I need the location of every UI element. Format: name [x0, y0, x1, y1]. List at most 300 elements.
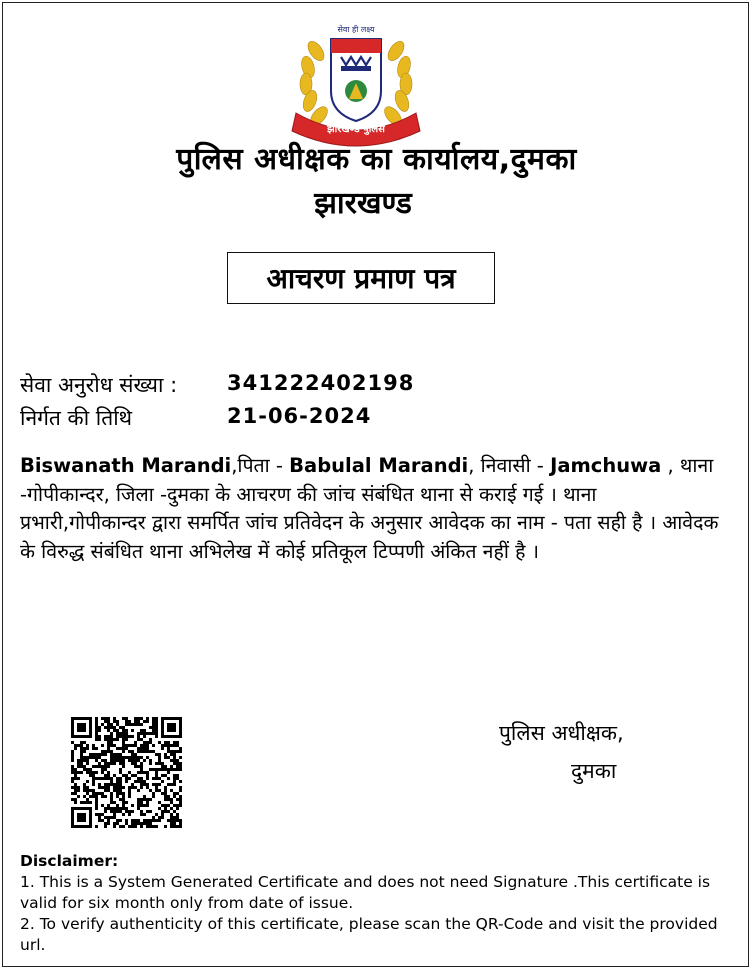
qr-module: [146, 756, 149, 759]
qr-module: [152, 750, 155, 753]
qr-module: [122, 792, 125, 795]
qr-module: [74, 789, 77, 792]
qr-module: [176, 819, 179, 822]
qr-module: [107, 750, 110, 753]
qr-module: [155, 753, 158, 756]
qr-module: [134, 780, 137, 783]
qr-module: [98, 762, 101, 765]
qr-module: [119, 783, 122, 786]
qr-module: [179, 825, 182, 828]
qr-module: [161, 816, 164, 819]
qr-module: [170, 822, 173, 825]
qr-module: [155, 783, 158, 786]
qr-module: [134, 759, 137, 762]
qr-module: [164, 768, 167, 771]
qr-module: [92, 792, 95, 795]
qr-module: [137, 798, 140, 801]
qr-module: [176, 804, 179, 807]
qr-module: [143, 819, 146, 822]
qr-module: [77, 744, 80, 747]
qr-module: [86, 798, 89, 801]
qr-module: [107, 723, 110, 726]
qr-module: [86, 756, 89, 759]
qr-module: [104, 735, 107, 738]
qr-module: [173, 756, 176, 759]
qr-module: [179, 804, 182, 807]
qr-module: [137, 732, 140, 735]
qr-module: [119, 732, 122, 735]
qr-module: [146, 744, 149, 747]
qr-module: [104, 789, 107, 792]
qr-module: [143, 741, 146, 744]
qr-module: [170, 807, 173, 810]
qr-module: [137, 819, 140, 822]
qr-module: [128, 723, 131, 726]
qr-module: [176, 777, 179, 780]
service-request-value: 341222402198: [227, 371, 415, 395]
qr-module: [152, 732, 155, 735]
qr-module: [107, 735, 110, 738]
qr-module: [170, 753, 173, 756]
qr-module: [122, 756, 125, 759]
qr-module: [98, 777, 101, 780]
qr-module: [149, 822, 152, 825]
qr-module: [95, 723, 98, 726]
qr-module: [137, 756, 140, 759]
qr-module: [164, 786, 167, 789]
qr-module: [179, 765, 182, 768]
qr-module: [149, 819, 152, 822]
qr-module: [119, 810, 122, 813]
qr-module: [104, 816, 107, 819]
qr-module: [164, 744, 167, 747]
qr-module: [107, 747, 110, 750]
qr-module: [134, 762, 137, 765]
qr-module: [80, 759, 83, 762]
qr-module: [158, 741, 161, 744]
qr-module: [80, 741, 83, 744]
qr-module: [83, 747, 86, 750]
qr-module: [170, 801, 173, 804]
qr-module: [170, 765, 173, 768]
qr-module: [71, 756, 74, 759]
qr-module: [140, 804, 143, 807]
qr-module: [83, 789, 86, 792]
qr-module: [104, 795, 107, 798]
qr-module: [134, 744, 137, 747]
qr-module: [131, 723, 134, 726]
qr-module: [137, 789, 140, 792]
qr-module: [119, 825, 122, 828]
qr-module: [104, 777, 107, 780]
qr-module: [146, 783, 149, 786]
qr-module: [176, 765, 179, 768]
qr-module: [98, 813, 101, 816]
qr-module: [134, 822, 137, 825]
qr-module: [164, 807, 167, 810]
qr-module: [86, 780, 89, 783]
qr-module: [95, 777, 98, 780]
qr-module: [101, 777, 104, 780]
qr-module: [80, 750, 83, 753]
qr-module: [176, 741, 179, 744]
qr-module: [107, 720, 110, 723]
qr-module: [152, 744, 155, 747]
qr-module: [83, 756, 86, 759]
qr-module: [83, 750, 86, 753]
qr-module: [92, 777, 95, 780]
qr-module: [161, 804, 164, 807]
qr-module: [113, 762, 116, 765]
qr-module: [161, 810, 164, 813]
qr-module: [98, 753, 101, 756]
qr-module: [110, 801, 113, 804]
qr-module: [107, 771, 110, 774]
qr-module: [125, 780, 128, 783]
qr-module: [158, 777, 161, 780]
qr-module: [131, 750, 134, 753]
qr-module: [143, 798, 146, 801]
qr-module: [131, 822, 134, 825]
qr-module: [92, 780, 95, 783]
qr-module: [140, 747, 143, 750]
qr-module: [110, 732, 113, 735]
qr-module: [152, 726, 155, 729]
qr-module: [155, 717, 158, 720]
qr-module: [125, 810, 128, 813]
qr-module: [113, 801, 116, 804]
qr-module: [86, 744, 89, 747]
qr-module: [89, 801, 92, 804]
qr-module: [137, 717, 140, 720]
qr-module: [122, 813, 125, 816]
qr-module: [131, 825, 134, 828]
qr-module: [161, 744, 164, 747]
qr-module: [116, 756, 119, 759]
father-prefix: ,पिता -: [231, 454, 290, 477]
qr-module: [161, 774, 164, 777]
qr-module: [80, 762, 83, 765]
qr-module: [71, 777, 74, 780]
qr-module: [74, 774, 77, 777]
service-request-label: सेवा अनुरोध संख्या :: [20, 373, 178, 397]
qr-module: [71, 771, 74, 774]
qr-module: [104, 774, 107, 777]
qr-module: [80, 801, 83, 804]
qr-module: [170, 744, 173, 747]
qr-module: [122, 732, 125, 735]
qr-module: [86, 759, 89, 762]
qr-module: [170, 759, 173, 762]
qr-module: [149, 825, 152, 828]
qr-module: [149, 810, 152, 813]
qr-module: [83, 765, 86, 768]
qr-module: [167, 777, 170, 780]
qr-module: [116, 759, 119, 762]
qr-module: [131, 753, 134, 756]
qr-module: [176, 750, 179, 753]
qr-module: [143, 747, 146, 750]
applicant-name: Biswanath Marandi: [20, 454, 232, 477]
qr-module: [179, 786, 182, 789]
qr-module: [137, 738, 140, 741]
qr-module: [149, 798, 152, 801]
qr-module: [152, 729, 155, 732]
qr-module: [167, 768, 170, 771]
qr-module: [125, 756, 128, 759]
qr-module: [128, 750, 131, 753]
qr-module: [116, 732, 119, 735]
qr-module: [140, 798, 143, 801]
qr-module: [128, 792, 131, 795]
qr-module: [137, 765, 140, 768]
qr-module: [140, 729, 143, 732]
qr-module: [104, 750, 107, 753]
qr-module: [122, 729, 125, 732]
qr-module: [134, 756, 137, 759]
qr-module: [71, 765, 74, 768]
qr-module: [176, 807, 179, 810]
qr-module: [92, 783, 95, 786]
qr-module: [95, 807, 98, 810]
qr-module: [107, 777, 110, 780]
qr-module: [95, 717, 98, 720]
qr-module: [140, 780, 143, 783]
qr-module: [146, 747, 149, 750]
qr-module: [125, 822, 128, 825]
qr-module: [95, 735, 98, 738]
qr-module: [125, 747, 128, 750]
qr-module: [134, 825, 137, 828]
qr-module: [131, 804, 134, 807]
qr-module: [122, 786, 125, 789]
qr-module: [131, 819, 134, 822]
qr-module: [176, 774, 179, 777]
qr-module: [119, 768, 122, 771]
qr-module: [137, 759, 140, 762]
certificate-title: [227, 252, 495, 304]
qr-module: [104, 720, 107, 723]
qr-module: [113, 786, 116, 789]
qr-module: [137, 750, 140, 753]
qr-module: [95, 765, 98, 768]
qr-module: [152, 816, 155, 819]
qr-module: [113, 756, 116, 759]
issue-date-value: 21-06-2024: [227, 404, 372, 428]
qr-module: [176, 762, 179, 765]
qr-module: [158, 789, 161, 792]
qr-module: [83, 786, 86, 789]
qr-module: [116, 747, 119, 750]
qr-module: [92, 774, 95, 777]
qr-module: [92, 789, 95, 792]
qr-module: [167, 744, 170, 747]
qr-module: [140, 801, 143, 804]
disclaimer-heading: Disclaimer:: [20, 852, 119, 870]
qr-module: [104, 717, 107, 720]
qr-module: [95, 729, 98, 732]
qr-module: [74, 783, 77, 786]
qr-module: [152, 723, 155, 726]
qr-module: [83, 795, 86, 798]
qr-module: [95, 771, 98, 774]
qr-module: [74, 786, 77, 789]
qr-module: [80, 765, 83, 768]
qr-module: [173, 777, 176, 780]
qr-module: [95, 732, 98, 735]
qr-module: [86, 747, 89, 750]
qr-module: [134, 717, 137, 720]
qr-module: [116, 783, 119, 786]
qr-module: [98, 783, 101, 786]
qr-module: [146, 717, 149, 720]
qr-module: [101, 765, 104, 768]
qr-module: [104, 786, 107, 789]
qr-module: [161, 747, 164, 750]
qr-module: [134, 720, 137, 723]
qr-module: [140, 750, 143, 753]
qr-module: [143, 804, 146, 807]
qr-module: [95, 747, 98, 750]
qr-module: [173, 795, 176, 798]
qr-module: [80, 771, 83, 774]
qr-module: [104, 822, 107, 825]
qr-module: [179, 747, 182, 750]
qr-module: [149, 732, 152, 735]
qr-module: [158, 807, 161, 810]
father-name: Babulal Marandi: [289, 454, 469, 477]
qr-module: [146, 720, 149, 723]
qr-module: [143, 822, 146, 825]
qr-module: [104, 738, 107, 741]
qr-module: [119, 789, 122, 792]
qr-module: [164, 756, 167, 759]
qr-module: [122, 774, 125, 777]
qr-module: [107, 741, 110, 744]
qr-module: [158, 756, 161, 759]
qr-module: [101, 768, 104, 771]
qr-module: [146, 810, 149, 813]
qr-module: [116, 792, 119, 795]
qr-module: [122, 750, 125, 753]
qr-module: [113, 720, 116, 723]
qr-module: [101, 813, 104, 816]
qr-module: [107, 789, 110, 792]
qr-module: [155, 762, 158, 765]
qr-module: [167, 810, 170, 813]
qr-module: [179, 795, 182, 798]
qr-module: [128, 813, 131, 816]
qr-module: [137, 723, 140, 726]
signatory-designation: पुलिस अधीक्षक,: [499, 721, 624, 745]
qr-module: [173, 744, 176, 747]
qr-module: [140, 822, 143, 825]
qr-module: [143, 813, 146, 816]
qr-module: [92, 753, 95, 756]
qr-module: [101, 771, 104, 774]
qr-module: [101, 795, 104, 798]
qr-module: [149, 741, 152, 744]
qr-module: [95, 738, 98, 741]
qr-module: [101, 792, 104, 795]
qr-module: [110, 723, 113, 726]
qr-module: [143, 771, 146, 774]
qr-module: [173, 759, 176, 762]
qr-module: [155, 720, 158, 723]
qr-module: [179, 798, 182, 801]
qr-module: [179, 801, 182, 804]
qr-module: [77, 762, 80, 765]
qr-module: [101, 750, 104, 753]
qr-module: [131, 759, 134, 762]
qr-module: [164, 804, 167, 807]
qr-module: [101, 804, 104, 807]
qr-module: [86, 801, 89, 804]
qr-module: [173, 816, 176, 819]
qr-module: [158, 762, 161, 765]
qr-module: [116, 777, 119, 780]
qr-module: [104, 825, 107, 828]
office-title: पुलिस अधीक्षक का कार्यालय,दुमका: [176, 142, 577, 177]
qr-module: [179, 762, 182, 765]
qr-module: [92, 771, 95, 774]
emblem-ribbon-text: झारखण्ड पुलिस: [327, 124, 385, 135]
qr-module: [158, 801, 161, 804]
qr-module: [89, 795, 92, 798]
qr-module: [116, 807, 119, 810]
qr-module: [89, 771, 92, 774]
qr-module: [125, 819, 128, 822]
qr-module: [119, 792, 122, 795]
qr-module: [110, 816, 113, 819]
qr-module: [113, 813, 116, 816]
qr-module: [119, 747, 122, 750]
qr-module: [128, 825, 131, 828]
qr-module: [164, 774, 167, 777]
qr-module: [170, 813, 173, 816]
qr-module: [83, 801, 86, 804]
qr-module: [116, 729, 119, 732]
qr-module: [107, 726, 110, 729]
qr-module: [140, 756, 143, 759]
qr-module: [107, 822, 110, 825]
qr-module: [104, 762, 107, 765]
qr-module: [128, 777, 131, 780]
qr-module: [140, 783, 143, 786]
qr-module: [119, 798, 122, 801]
qr-module: [170, 798, 173, 801]
qr-module: [128, 786, 131, 789]
qr-module: [95, 798, 98, 801]
qr-module: [98, 729, 101, 732]
village-name: Jamchuwa: [550, 454, 662, 477]
qr-module: [173, 804, 176, 807]
qr-module: [143, 780, 146, 783]
qr-module: [143, 729, 146, 732]
qr-module: [113, 759, 116, 762]
qr-module: [116, 753, 119, 756]
qr-module: [86, 789, 89, 792]
verification-qr-code: [71, 717, 182, 828]
qr-module: [158, 816, 161, 819]
qr-module: [146, 786, 149, 789]
qr-module: [119, 807, 122, 810]
qr-module: [146, 771, 149, 774]
qr-module: [110, 741, 113, 744]
qr-module: [71, 750, 74, 753]
qr-module: [107, 774, 110, 777]
qr-module: [101, 753, 104, 756]
